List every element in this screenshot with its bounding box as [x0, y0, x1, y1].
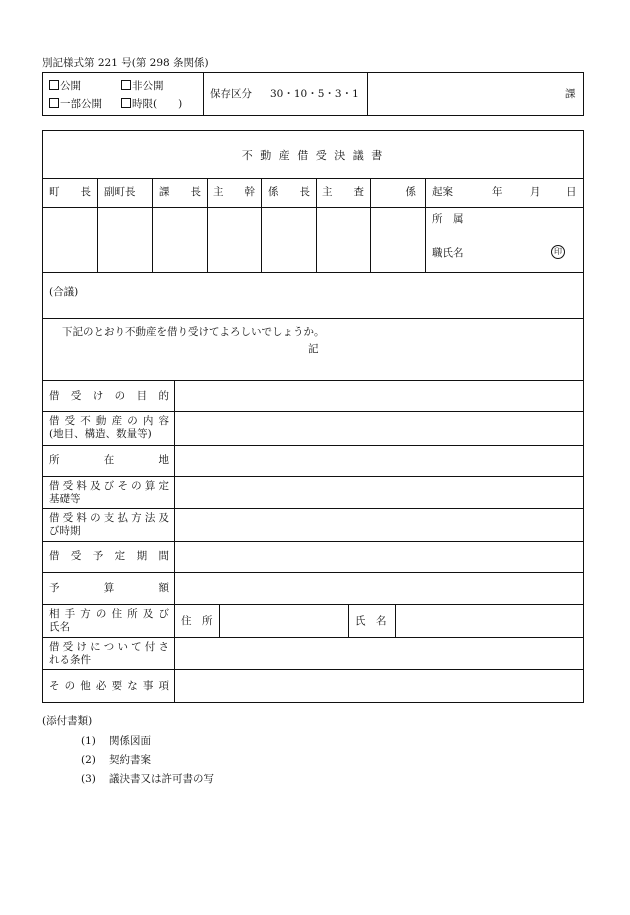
partial-public-checkbox[interactable] [49, 98, 59, 108]
non-public-option[interactable]: 非公開 [121, 80, 164, 92]
attachment-3-text: 議決書又は許可書の写 [109, 773, 214, 785]
approval-header-unit-chief: 係 長 [268, 186, 310, 198]
counterparty-address-label: 住 所 [181, 615, 213, 627]
field-rent-basis: 借 受 料 及 び そ の 算 定 基礎等 [49, 480, 169, 506]
retention-label: 保存区分 [210, 88, 252, 100]
drafted-month: 月 [530, 186, 541, 198]
affiliation-label: 所 属 [432, 213, 464, 225]
public-option[interactable]: 公開 [49, 80, 81, 92]
seal-mark: 印 [551, 245, 565, 259]
attachment-2-text: 契約書案 [109, 754, 151, 766]
field-property-content: 借 受 不 動 産 の 内 容 (地目、構造、数量等) [49, 415, 169, 441]
approval-header-deputy-mayor: 副町長 [104, 186, 136, 198]
attachment-2-num: (2) [81, 754, 96, 766]
drafted-year: 年 [492, 186, 503, 198]
approval-header-section-chief: 課 長 [159, 186, 201, 198]
field-location: 所 在 地 [49, 454, 169, 466]
attachment-3-num: (3) [81, 773, 96, 785]
approval-header-staff: 係 [405, 186, 416, 198]
name-title-label: 職氏名 [432, 247, 464, 259]
field-budget: 予 算 額 [49, 582, 169, 594]
time-limited-option[interactable]: 時限( ) [121, 98, 182, 110]
request-text: 下記のとおり不動産を借り受けてよろしいでしょうか。 [62, 326, 325, 338]
non-public-checkbox[interactable] [121, 80, 131, 90]
field-scheduled-period: 借 受 予 定 期 間 [49, 550, 169, 562]
field-conditions: 借 受 け に つ い て 付 さ れる条件 [49, 641, 169, 667]
field-other-matters: そ の 他 必 要 な 事 項 [49, 680, 169, 692]
ki-label: 記 [308, 343, 319, 355]
field-counterparty: 相 手 方 の 住 所 及 び 氏名 [49, 608, 169, 634]
approval-header-mayor: 町 長 [49, 186, 91, 198]
form-reference: 別記様式第 221 号(第 298 条関係) [42, 57, 209, 69]
approval-header-senior-staff: 主 査 [322, 186, 364, 198]
approval-header-director: 主 幹 [213, 186, 255, 198]
retention-values: 30・10・5・3・1 [270, 88, 359, 100]
attachment-1-num: (1) [81, 735, 96, 747]
counterparty-name-label: 氏 名 [355, 615, 387, 627]
attachments-title: (添付書類) [42, 715, 93, 727]
form-title: 不 動 産 借 受 決 議 書 [241, 149, 385, 162]
drafted-day: 日 [566, 186, 577, 198]
attachment-1-text: 関係図面 [109, 735, 151, 747]
drafted-label: 起案 [432, 186, 453, 198]
partial-public-option[interactable]: 一部公開 [49, 98, 102, 110]
field-payment-method: 借 受 料 の 支 払 方 法 及 び時期 [49, 512, 169, 538]
field-purpose: 借 受 け の 目 的 [49, 390, 169, 402]
public-checkbox[interactable] [49, 80, 59, 90]
department-suffix: 課 [565, 88, 576, 100]
consultation-label: (合議) [49, 286, 79, 298]
time-limited-checkbox[interactable] [121, 98, 131, 108]
